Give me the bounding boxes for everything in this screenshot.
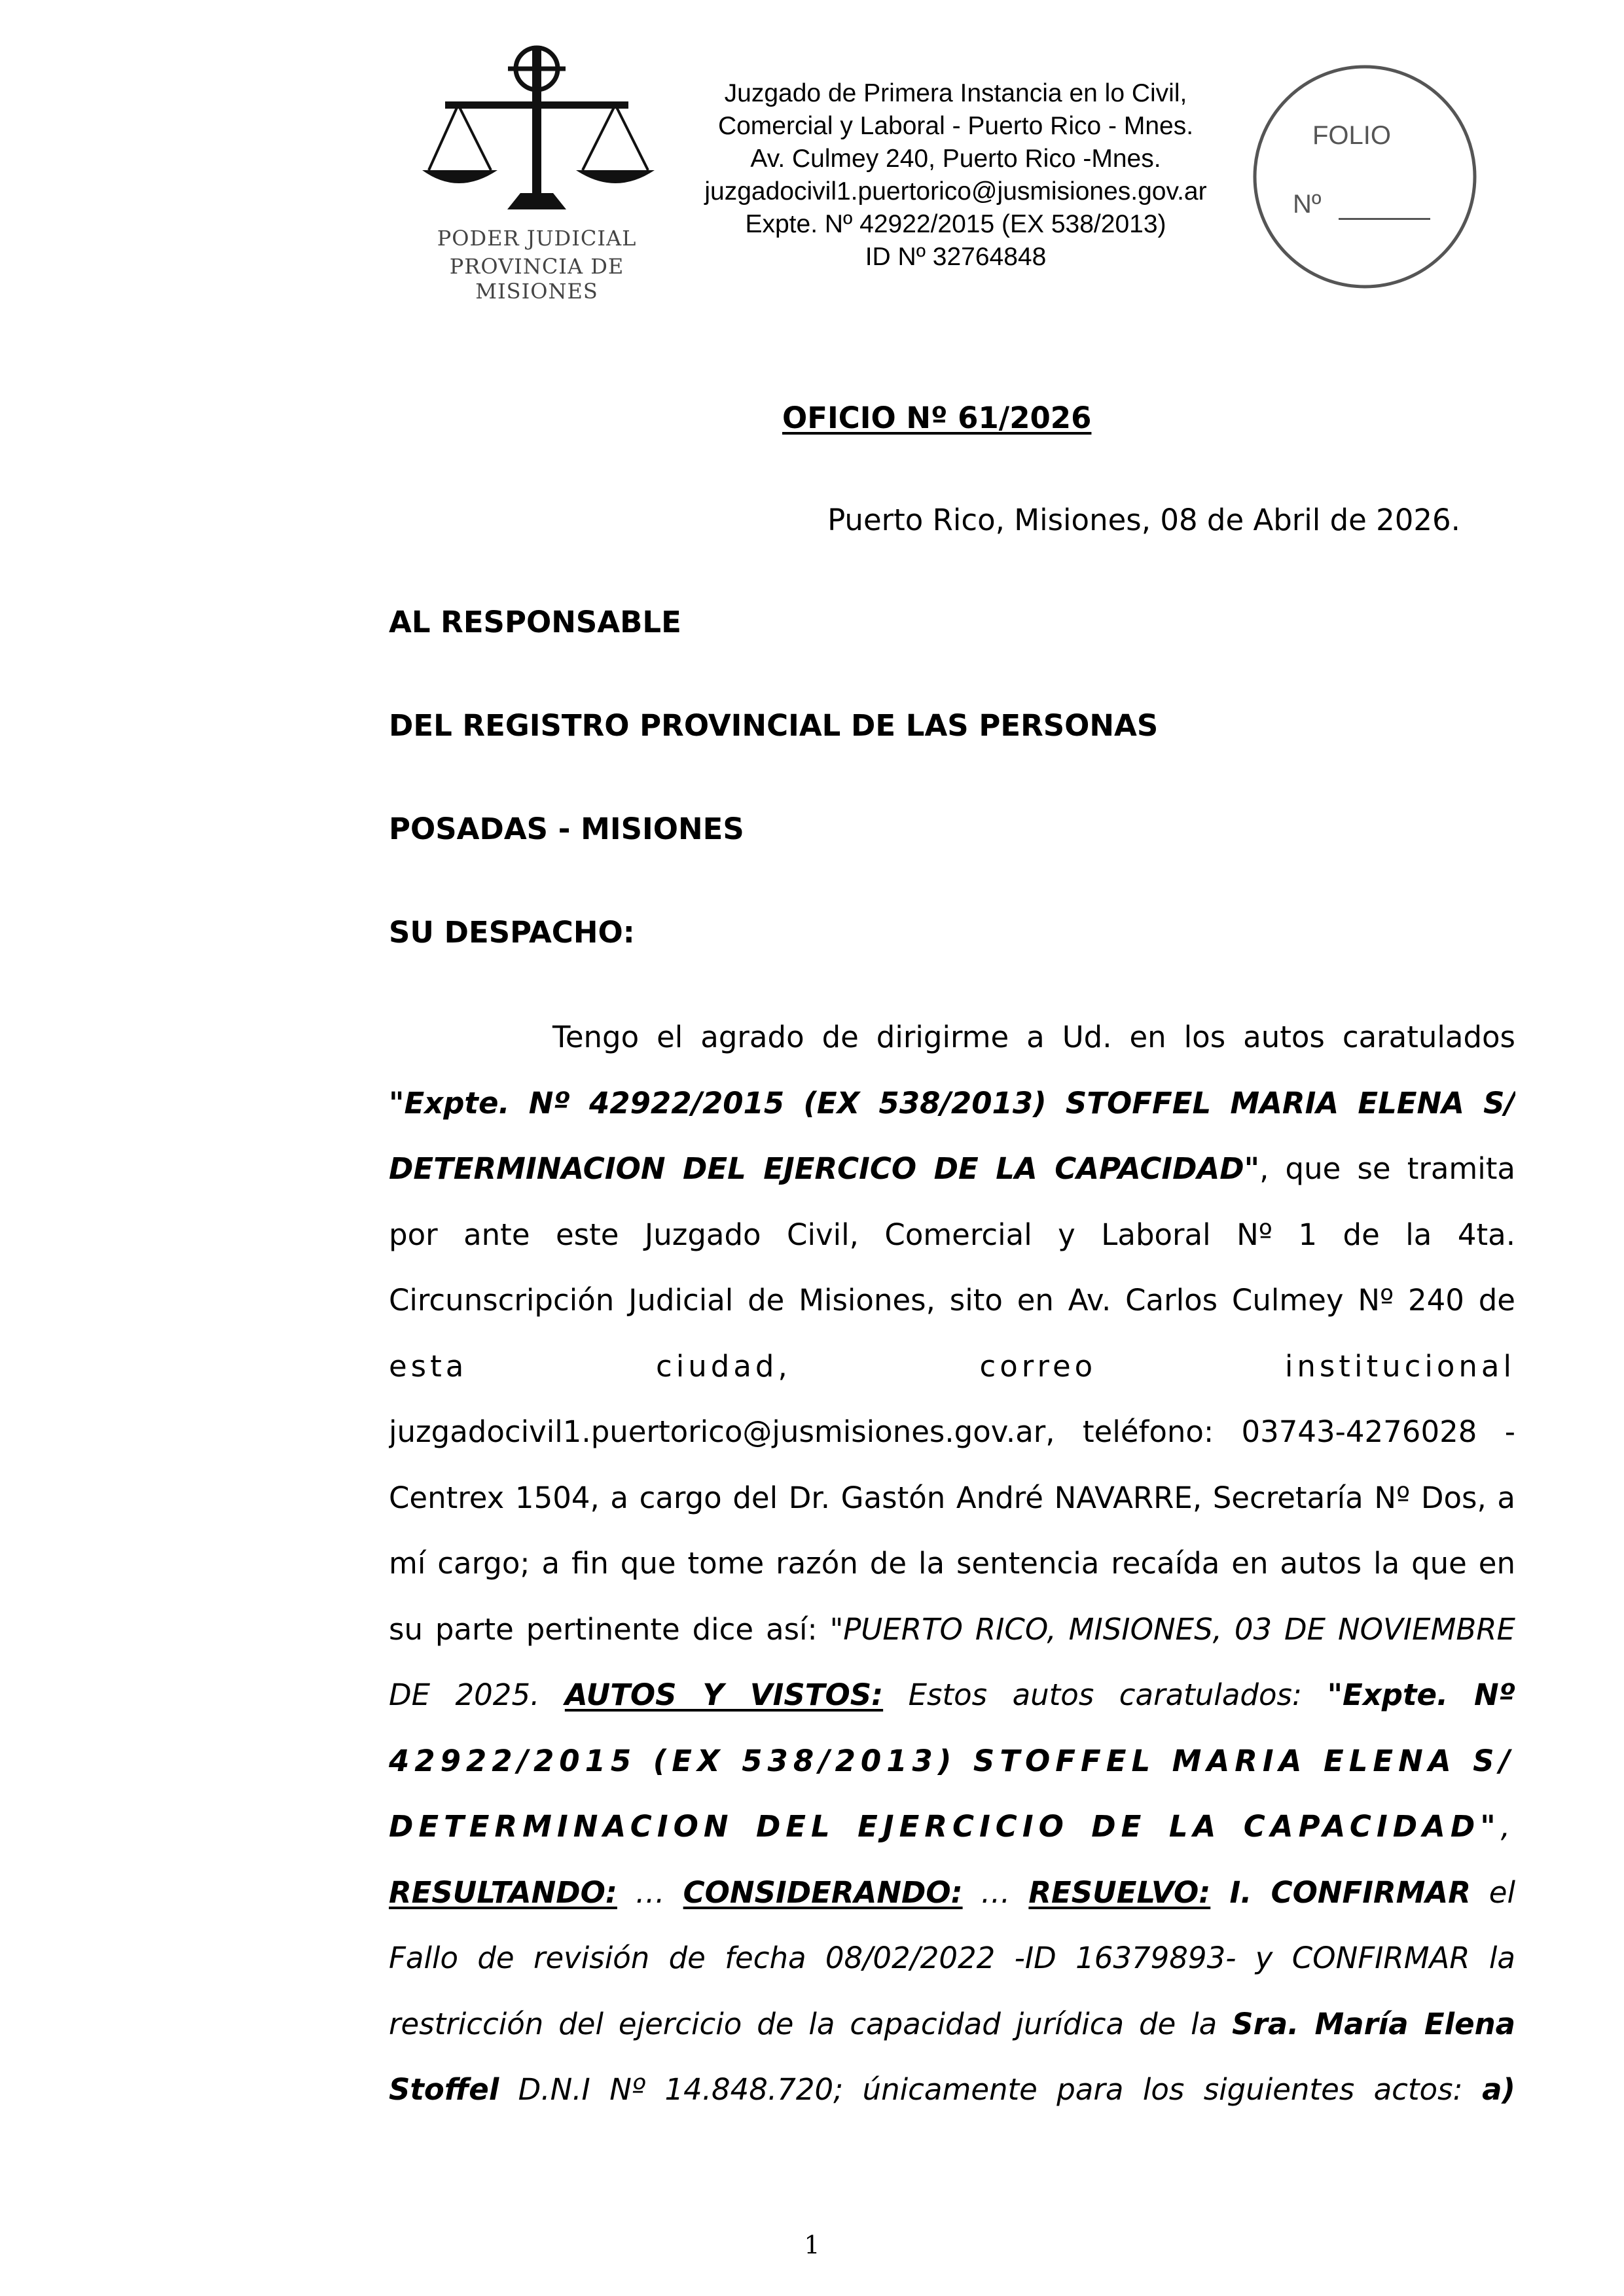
document-title: OFICIO Nº 61/2026 — [782, 401, 1092, 435]
folio-stamp — [1247, 62, 1483, 298]
quote-mark: " — [1244, 1151, 1260, 1186]
body-text: esta ciudad, correo institucional — [389, 1348, 1515, 1384]
person-name: Sra. María Elena — [1232, 2006, 1515, 2041]
case-caption: DETERMINACION DEL EJERCICIO DE LA CAPACIDAD" — [389, 1809, 1501, 1844]
addressee-line3: POSADAS - MISIONES — [389, 812, 744, 846]
quoted-ruling: Estos autos caratulados: — [883, 1677, 1327, 1712]
body-line — [389, 1992, 1515, 2058]
section-heading: AUTOS Y VISTOS: — [564, 1677, 884, 1712]
body-line — [389, 2057, 1515, 2123]
quoted-ruling: PUERTO RICO, MISIONES, 03 DE NOVIEMBRE — [843, 1611, 1515, 1647]
quoted-ruling: el — [1470, 1874, 1515, 1910]
body-text: Tengo el agrado de dirigirme a Ud. en los autos caratulados — [552, 1020, 1515, 1054]
court-name-line1: Juzgado de Primera Instancia en lo Civil, — [724, 79, 1187, 107]
body-line — [389, 1860, 1515, 1926]
body-line — [389, 1465, 1515, 1532]
quote-mark: " — [389, 1085, 405, 1121]
section-heading: CONSIDERANDO: — [683, 1874, 963, 1910]
quoted-ruling: D.N.I Nº 14.848.720; únicamente para los siguientes actos: — [499, 2072, 1483, 2107]
body-line — [389, 1531, 1515, 1597]
folio-circle-icon — [1247, 62, 1483, 298]
addressee-line4: SU DESPACHO: — [389, 915, 635, 950]
ruling-item: I. CONFIRMAR — [1210, 1874, 1471, 1910]
case-caption: 42922/2015 (EX 538/2013) STOFFEL MARIA ELENA S/ — [389, 1743, 1515, 1778]
body-line — [389, 1005, 1515, 1071]
section-heading: RESULTANDO: — [389, 1874, 617, 1910]
ellipsis: … — [617, 1874, 683, 1910]
quoted-ruling: restricción del ejercicio de la capacidad jurídica de la — [389, 2006, 1233, 2041]
body-text: , que se tramita — [1259, 1151, 1515, 1186]
ellipsis: … — [962, 1874, 1029, 1910]
document-date: Puerto Rico, Misiones, 08 de Abril de 2026. — [827, 503, 1460, 537]
logo-text-line1: PODER JUDICIAL — [437, 226, 637, 251]
body-line — [389, 1399, 1515, 1465]
logo-text-line2: PROVINCIA DE MISIONES — [449, 254, 624, 304]
body-text: Centrex 1504, a cargo del Dr. Gastón André NAVARRE, Secretaría Nº Dos, a — [389, 1480, 1515, 1515]
body-text: su parte pertinente dice así: " — [389, 1611, 844, 1647]
scales-of-justice-icon — [393, 39, 681, 229]
addressee-line2: DEL REGISTRO PROVINCIAL DE LAS PERSONAS — [389, 708, 1159, 743]
body-line — [389, 1334, 1515, 1400]
case-caption: Expte. Nº 42922/2015 (EX 538/2013) STOFFEL MARIA ELENA S/ — [404, 1085, 1515, 1121]
body-line — [389, 1268, 1515, 1334]
body-line — [389, 1729, 1515, 1795]
body-line — [389, 1794, 1515, 1860]
quoted-ruling: , — [1500, 1809, 1515, 1844]
section-heading: RESUELVO: — [1028, 1874, 1211, 1910]
case-caption: "Expte. Nº — [1327, 1677, 1515, 1712]
body-line — [389, 1662, 1515, 1729]
folio-label: FOLIO — [1312, 121, 1392, 150]
body-text: Circunscripción Judicial de Misiones, sito en Av. Carlos Culmey Nº 240 de — [389, 1283, 1515, 1318]
quoted-ruling: Fallo de revisión de fecha 08/02/2022 -ID 16379893- y CONFIRMAR la — [389, 1941, 1515, 1975]
folio-number-blank — [1339, 218, 1430, 220]
case-number: Expte. Nº 42922/2015 (EX 538/2013) — [745, 210, 1166, 238]
page-number: 1 — [804, 2231, 820, 2259]
case-caption: DETERMINACION DEL EJERCICO DE LA CAPACIDAD — [389, 1151, 1244, 1186]
court-header — [668, 77, 1244, 274]
case-id: ID Nº 32764848 — [865, 243, 1047, 271]
body-line — [389, 1202, 1515, 1268]
addressee-line1: AL RESPONSABLE — [389, 605, 681, 639]
court-name-line2: Comercial y Laboral - Puerto Rico - Mnes. — [717, 112, 1194, 140]
ruling-item: a) — [1482, 2072, 1515, 2107]
body-text: por ante este Juzgado Civil, Comercial y Laboral Nº 1 de la 4ta. — [389, 1217, 1515, 1252]
body-line — [389, 1136, 1515, 1202]
body-line — [389, 1071, 1515, 1137]
body-text: juzgadocivil1.puertorico@jusmisiones.gov.ar, teléfono: 03743-4276028 - — [389, 1414, 1515, 1449]
body-line — [389, 1926, 1515, 1992]
court-address: Av. Culmey 240, Puerto Rico -Mnes. — [750, 145, 1161, 173]
body-line — [389, 1597, 1515, 1663]
folio-number-label: Nº — [1293, 190, 1322, 219]
person-name: Stoffel — [389, 2072, 499, 2107]
poder-judicial-logo — [393, 39, 681, 304]
court-email: juzgadocivil1.puertorico@jusmisiones.gov.ar — [704, 177, 1207, 206]
letter-body — [389, 1005, 1515, 2123]
body-text: mí cargo; a fin que tome razón de la sentencia recaída en autos la que en — [389, 1546, 1515, 1581]
quoted-ruling: DE 2025. — [389, 1677, 565, 1712]
